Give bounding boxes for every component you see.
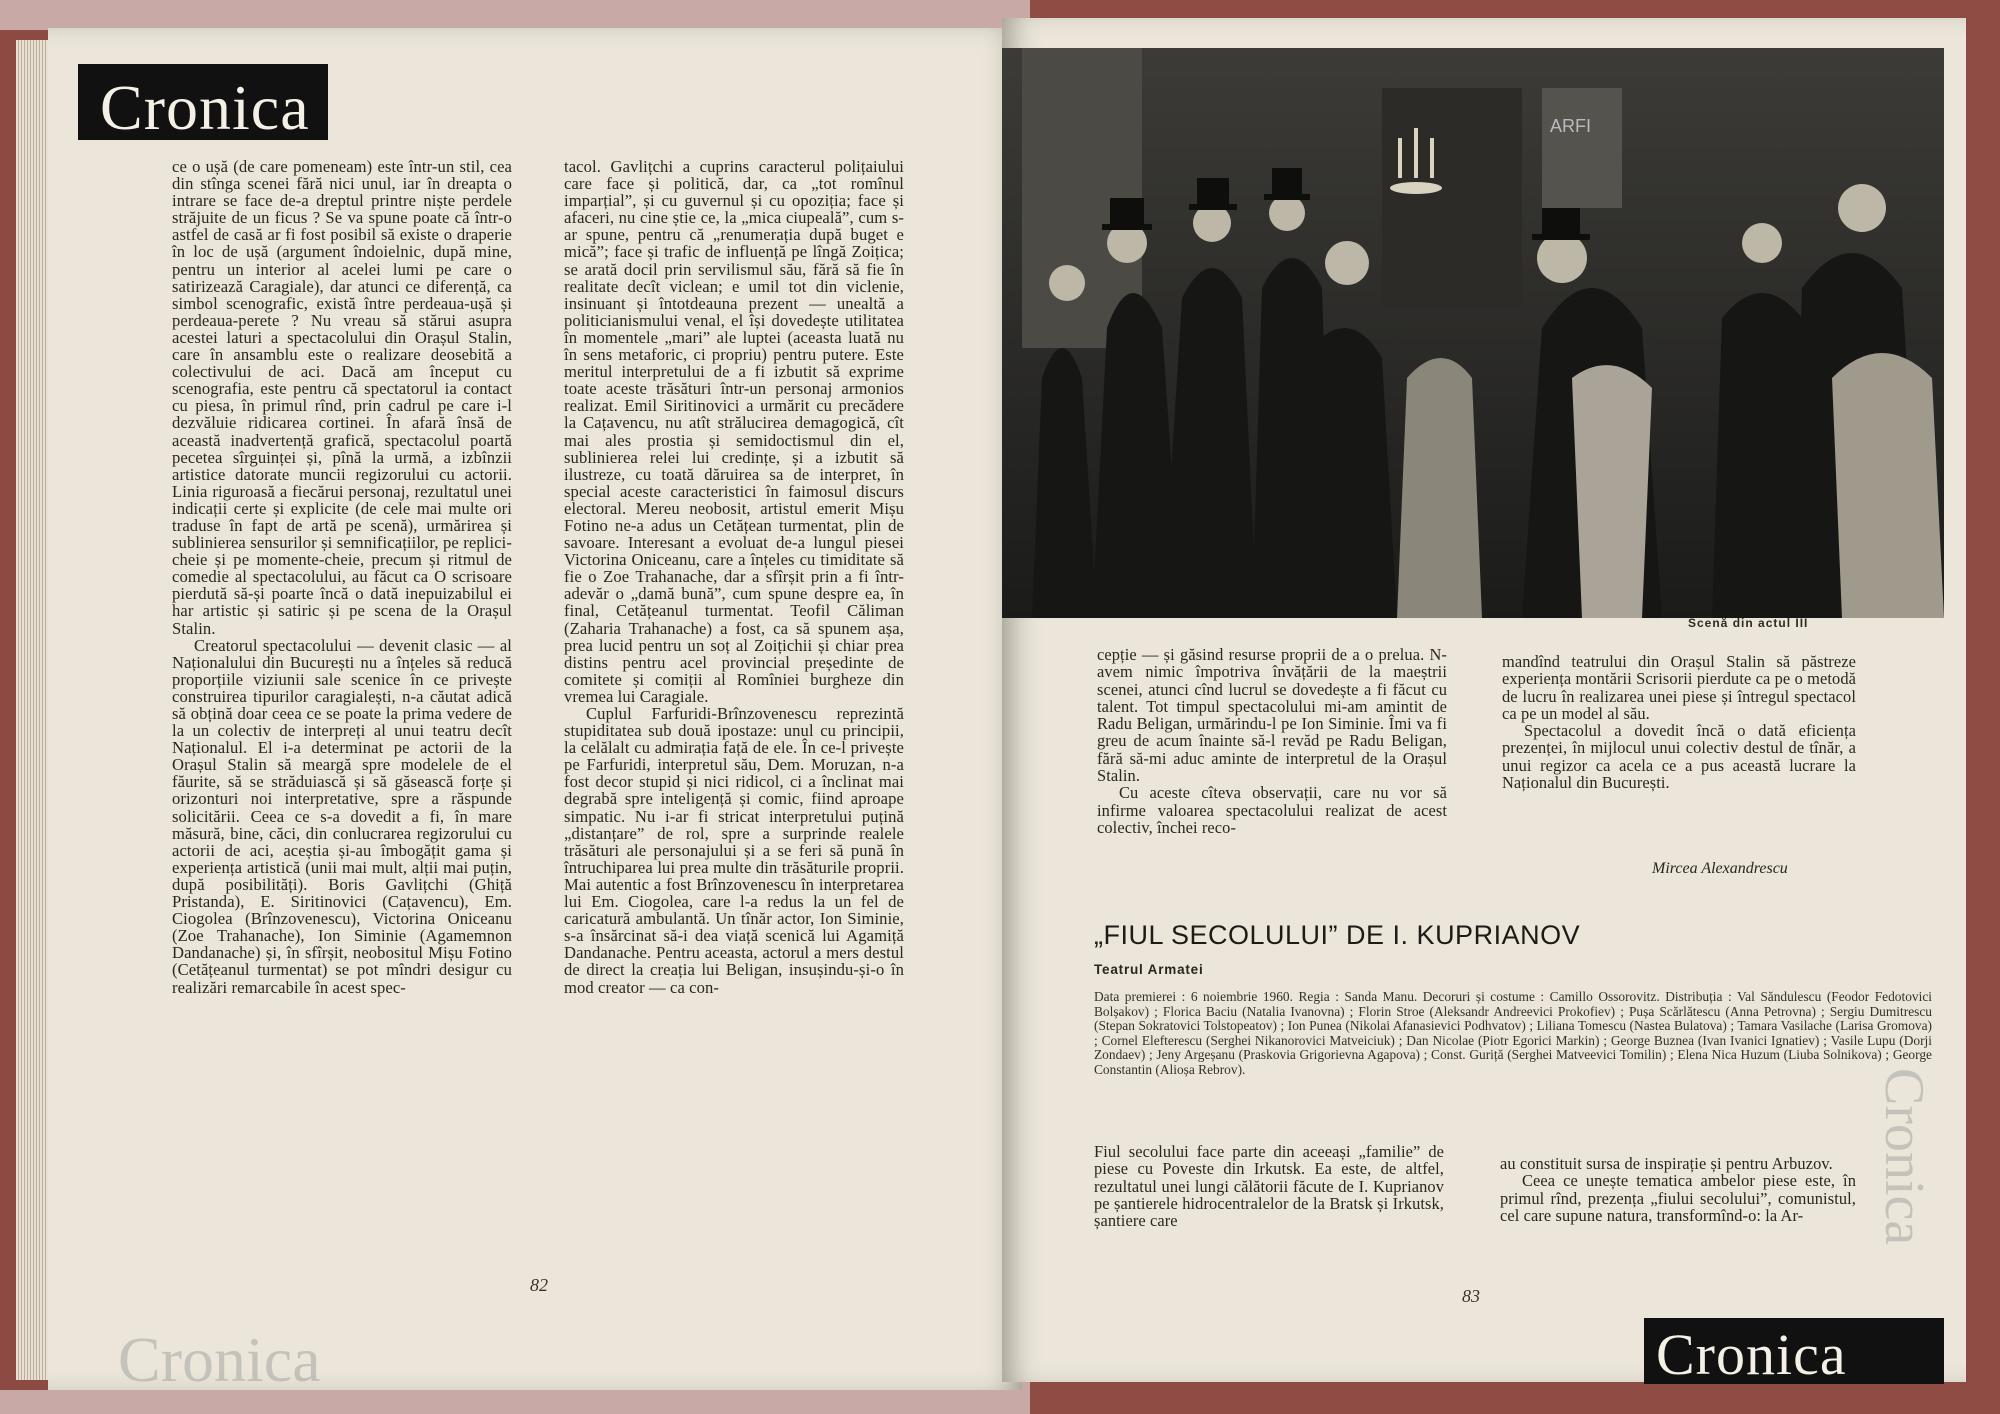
photo-caption: Scenă din actul III [1688, 616, 1809, 630]
article-column-1 [1094, 1143, 1444, 1229]
article-title: „FIUL SECOLULUI” DE I. KUPRIANOV [1094, 920, 1581, 950]
ghost-show-through: Cronica [118, 1324, 321, 1395]
ghost-show-through: Cronica [1873, 1068, 1935, 1246]
left-column-2 [564, 158, 904, 996]
left-page [48, 28, 1022, 1395]
right-page [1002, 18, 1966, 1387]
article-subtitle: Teatrul Armatei [1094, 962, 1204, 977]
section-label-top: Cronica [78, 64, 328, 140]
paragraph: Spectacolul a dovedit încă o dată eficiența prezenței, în mijlocul unui colectiv destul de tînăr, a unui regizor ca acela ce a pus această lucrare la Naționalul din București. [1502, 721, 1856, 793]
paragraph: Fiul secolului face parte din aceeași „familie” de piese cu Poveste din Irkutsk. Ea este, de altfel, rezultatul unei lungi călătorii făcute de I. Kuprianov pe șantierele hidrocentralelor de la Bratsk și Irkutsk, șantiere care [1094, 1142, 1444, 1231]
review-column-1 [1097, 646, 1447, 836]
page-number-right: 83 [1462, 1286, 1480, 1306]
paragraph: Cuplul Farfuridi-Brînzovenescu reprezintă stupiditatea sub două ipostaze: unul cu principii, la celălalt cu admirația față de ele. În ce-l privește pe Farfuridi, interpretul său, Dem. Moruzan, n-a fost decor stupid și nici ridicol, ci a înclinat mai degrabă spre inteligență și comic, fiind aproape simpatic. Nu i-ar fi stricat interpretului puțină „distanțare” de rol, spre a surprinde realele trăsături ale personajului și a se feri să pună în întruchiparea lui prea multe din trăsăturile proprii. Mai autentic a fost Brînzovenescu în interpretarea lui Em. Ciogolea, care l-a redus la un fel de caricatură ambulantă. Un tînăr actor, Ion Siminie, s-a însărcinat să-i dea viață scenică lui Agamiță Dandanache. Pentru aceasta, actorul a mers destul de direct la creația lui Beligan, insușindu-și-o în mod creator — ca con- [564, 704, 904, 997]
stage-scene-image [1002, 48, 1944, 618]
section-label-bottom: Cronica [1644, 1318, 1944, 1384]
author-signature: Mircea Alexandrescu [1652, 860, 1788, 877]
left-column-1 [172, 158, 512, 996]
paragraph: mandînd teatrului din Orașul Stalin să păstreze experiența montării Scrisorii pierdute ca pe o metodă de lucru în realizarea unei piese și întregul spectacol ca pe un model al său. [1502, 652, 1856, 723]
paragraph: au constituit sursa de inspirație și pentru Arbuzov. [1500, 1154, 1833, 1173]
sign-text: ARFI [1550, 116, 1592, 136]
paragraph: Creatorul spectacolului — devenit clasic — al Naționalului din București nu a înțeles să reducă proporțiile viziunii sale scenice în ce privește construirea tipurilor caragialești, n-a căutat adică să obțină doar ceea ce se poate la prima vedere de la un colectiv de interpreți al unui teatru decît Naționalul. El i-a determinat pe actorii de la Orașul Stalin să meargă spre modelele de el făurite, să se străduiască și să găsească forțe și orizonturi noi interpretative, spre a răspunde solicitării. Ceea ce s-a dovedit a fi, în mare măsură, bine, căci, din conlucrarea regizorului cu actorii de aci, aceștia și-au îmbogățit gama și experiența artistică (unii mai mult, alții mai puțin, după posibilități). Boris Gavlițchi (Ghiță Pristanda), E. Siritinovici (Cațavencu), Em. Ciogolea (Brînzovenescu), Victorina Oniceanu (Zoe Trahanache), Ion Siminie (Agamemnon Dandanache) și, în sfîrșit, neobositul Mișu Fotino (Cetățeanul turmentat) se pot mîndri desigur cu realizări remarcabile în acest spec- [172, 635, 512, 997]
paragraph: ce o ușă (de care pomeneam) este într-un stil, cea din stînga scenei fără nici unul, iar în dreapta o intrare se face de-a dreptul printre niște perdele străjuite de un ficus ? Se va spune poate că într-o astfel de casă ar fi fost posibil să existe o draperie în loc de ușă (argument îndoielnic, după mine, pentru un interior al acelei lumi pe care o satirizează Caragiale), dar atunci ce diferență, ca simbol scenografic, există între perdeaua-ușă și perdeaua-perete ? Nu vreau să stărui asupra acestei laturi a spectacolului din Orașul Stalin, care în ansamblu este o realizare deosebită a colectivului de aci. Dacă am început cu scenografia, este pentru că spectatorul ia contact cu piesa, în primul rînd, prin cadrul pe care i-l dezvăluie ridicarea cortinei. În afară însă de această inadvertență grafică, spectacolul poartă pecetea sîrguinței și, pînă la urmă, a izbînzii artistice datorate muncii regizorului cu actorii. Linia riguroasă a fiecărui personaj, rezultatul unei indicații certe și explicite (de cele mai multe ori traduse în fapt de artă pe scenă), urmărirea și sublinierea sensurilor și semnificațiilor, pe replici-cheie și pe momente-cheie, precum și ritmul de comedie al spectacolului, au făcut ca O scrisoare pierdută să-și poarte încă o dată inepuizabilul ei har artistic și satiric și pe scena de la Orașul Stalin. [172, 157, 512, 638]
paragraph: cepție — și găsind resurse proprii de a o prelua. N-avem nimic împotriva învățării de la maeștrii scenei, atunci cînd lucrul se dovedește a fi făcut cu talent. Tot timpul spectacolului mi-am amintit de Radu Beligan, urmărindu-l pe Ion Siminie. Îmi va fi greu de acum înainte să-l revăd pe Radu Beligan, fără să-mi aduc aminte de interpretul de la Orașul Stalin. [1097, 645, 1447, 786]
review-column-2 [1502, 653, 1856, 791]
article-column-2 [1500, 1155, 1856, 1224]
paragraph: Cu aceste cîteva observații, care nu vor să infirme valoarea spectacolului realizat de acest colectiv, închei reco- [1097, 783, 1447, 837]
paragraph: Ceea ce unește tematica ambelor piese este, în primul rînd, prezența „fiului secolului”, comunistul, cel care supune natura, transformînd-o: la Ar- [1500, 1171, 1856, 1225]
page-number-left: 82 [530, 1275, 548, 1295]
stage-photo [1002, 48, 1944, 618]
production-credits: Data premierei : 6 noiembrie 1960. Regia : Sanda Manu. Decoruri și costume : Camillo Ossorovitz. Distribuția : Val Săndulescu (Feodor Fedotovici Bolșakov) ; Florica Baciu (Natalia Ivanovna) ; Florin Stroe (Aleksandr Andreevici Prokofiev) ; Pușa Scărlătescu (Anna Petrovna) ; Sergiu Dumitrescu (Stepan Sokratovici Tolstopeatov) ; Ion Punea (Nikolai Afanasievici Podhvatov) ; Liliana Tomescu (Nastea Bulatova) ; Tamara Vasilache (Larisa Gromova) ; Cornel Elefterescu (Serghei Nikanorovici Matveiciuk) ; Dan Nicolae (Piotr Egorici Markin) ; George Buznea (Ivan Ivanici Ignatiev) ; Vasile Lupu (Dorji Zondaev) ; Jeny Argeșanu (Praskovia Grigorievna Agapova) ; Const. Guriță (Serghei Matveevici Tomilin) ; Elena Nica Huzum (Liuba Solnikova) ; George Constantin (Alioșa Rebrov). [1094, 989, 1932, 1077]
paragraph: tacol. Gavlițchi a cuprins caracterul polițaiului care face și politică, dar, ca „tot romînul imparțial”, și cu guvernul și cu opoziția; face și afaceri, nu cine știe ce, la „mica ciupeală”, cum s-ar spune, pentru că „renumerația după buget e mică”; face și trafic de influență pe lîngă Zoițica; se arată docil prin servilismul său, fără să fie în realitate decît viclean; e umil tot din viclenie, insinuant și întotdeauna prezent — unealtă a politicianismului venal, el își dovedește utilitatea în momentele „mari” ale luptei (aceasta luată nu în sens metaforic, ci propriu) pentru putere. Este meritul interpretului de a fi izbutit să exprime toate aceste trăsături într-un personaj armonios realizat. Emil Siritinovici a urmărit cu precădere la Cațavencu, nu atît strălucirea demagogică, cît mai ales prostia și semidoctismul din el, sublinierea relei lui credințe, și a izbutit să ilustreze, cu toată dăruirea sa de interpret, în special aceste caracteristici în faimosul discurs electoral. Mereu neobosit, artistul emerit Mișu Fotino ne-a adus un Cetățean turmentat, plin de savoare. Interesant a evoluat de-a lungul piesei Victorina Oniceanu, care a înțeles cu timiditate să fie o Zoe Trahanache, dar a sfîrșit prin a fi într-adevăr o „damă bună”, cum spune despre ea, în final, Cetățeanul turmentat. Teofil Căliman (Zaharia Trahanache) a fost, ca să spunem așa, prea lucid pentru un soț al Zoițichii și chiar prea distins pentru acel provincial președinte de comitete și comiții al Romîniei burgheze din vremea lui Caragiale. [564, 157, 904, 706]
